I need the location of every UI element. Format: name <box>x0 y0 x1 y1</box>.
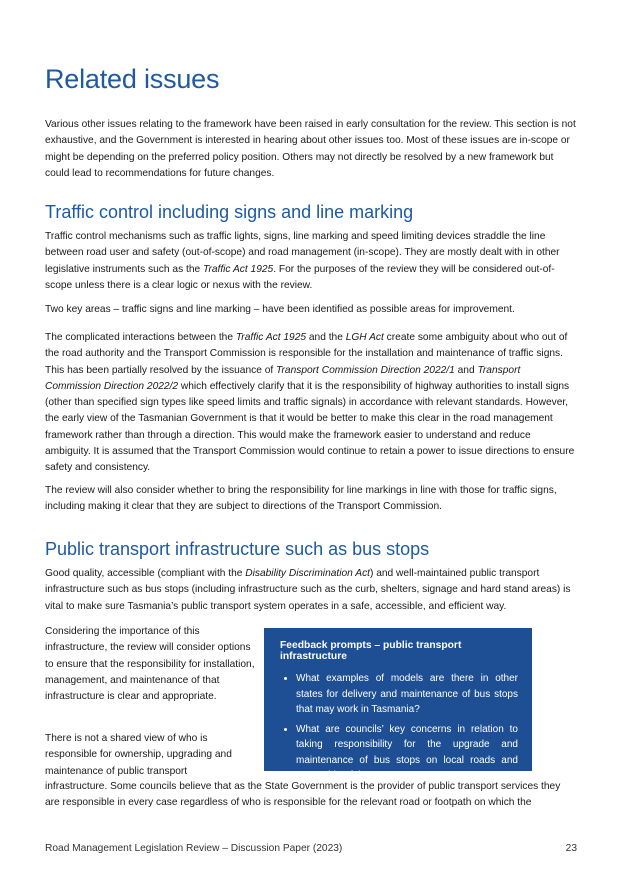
traffic-paragraph-4: The review will also consider whether to bring the responsibility for line markings in line with those for traffic signs, including making it clear that they are subject to directions of the Transport Commission. <box>45 485 557 513</box>
feedback-list <box>280 671 518 784</box>
transport-paragraph-3-continued: infrastructure. Some councils believe that as the State Government is the provider of public transport services they are responsible in every case regardless of who is responsible for the relevant road or footpath on which the <box>45 781 561 809</box>
intro-paragraph: Various other issues relating to the framework have been raised in early consultation for the review. This section is not exhaustive, and the Government is interested in hearing about other issues too. Most of these issues are in-scope or might be depending on the preferred policy position. Others may not directly be resolved by a new framework but could lead to recommendations for future changes. <box>45 119 576 179</box>
traffic-paragraph-3: The complicated interactions between the Traffic Act 1925 and the LGH Act create some ambiguity about who out of the road authority and the Transport Commission is responsible for the installation and maintenance of traffic signs. This has been partially resolved by the issuance of Transport Commission Direction 2022/1 and Transport Commission Direction 2022/2 which effectively clarify that it is the responsibility of highway authorities to install signs (other than specified sign types like speed limits and traffic signals) in accordance with relevant standards. However, the early view of the Tasmanian Government is that it would be better to make this clear in the road management framework rather than through a direction. This would make the framework easier to understand and reduce ambiguity. It is assumed that the Transport Commission would continue to retain a power to issue directions to ensure safety and consistency. <box>45 332 575 474</box>
traffic-paragraph-2: Two key areas – traffic signs and line marking – have been identified as possible areas for improvement. <box>45 304 515 315</box>
page-title: Related issues <box>45 64 220 94</box>
transport-paragraph-3-start: There is not a shared view of who is responsible for ownership, upgrading and maintenance of public transport <box>45 733 232 777</box>
footer-document-title: Road Management Legislation Review – Discussion Paper (2023) <box>45 843 343 854</box>
feedback-title: Feedback prompts – public transport infrastructure <box>280 640 462 662</box>
section-heading-public-transport: Public transport infrastructure such as bus stops <box>45 539 430 559</box>
traffic-paragraph-1: Traffic control mechanisms such as traffic lights, signs, line marking and speed limiting devices straddle the line between road user and safety (out-of-scope) and road management (in-scope). They are mostly dealt with in other legislative instruments such as the Traffic Act 1925. For the purposes of the review they will be considered out-of-scope unless there is a clear logic or nexus with the review. <box>45 231 560 291</box>
feedback-item: • What are councils’ key concerns in relation to taking responsibility for the upgrade and maintenance of bus stops on local roads and ownership of the asset? <box>296 722 518 784</box>
transport-paragraph-1: Good quality, accessible (compliant with the Disability Discrimination Act) and well-maintained public transport infrastructure such as bus stops (including infrastructure such as the curb, shelters, signage and hard stand areas) is vital to make sure Tasmania’s public transport system operates in a safe, accessible, and efficient way. <box>45 568 571 612</box>
feedback-item: • What examples of models are there in other states for delivery and maintenance of bus stops that may work in Tasmania? <box>296 671 518 718</box>
footer-page-number: 23 <box>565 843 577 854</box>
section-heading-traffic-control: Traffic control including signs and line marking <box>45 202 414 222</box>
transport-paragraph-2: Considering the importance of this infrastructure, the review will consider options to ensure that the responsibility for installation, management, and maintenance of that infrastructure is clear and appropriate. <box>45 626 255 703</box>
feedback-prompts-box <box>264 628 532 781</box>
